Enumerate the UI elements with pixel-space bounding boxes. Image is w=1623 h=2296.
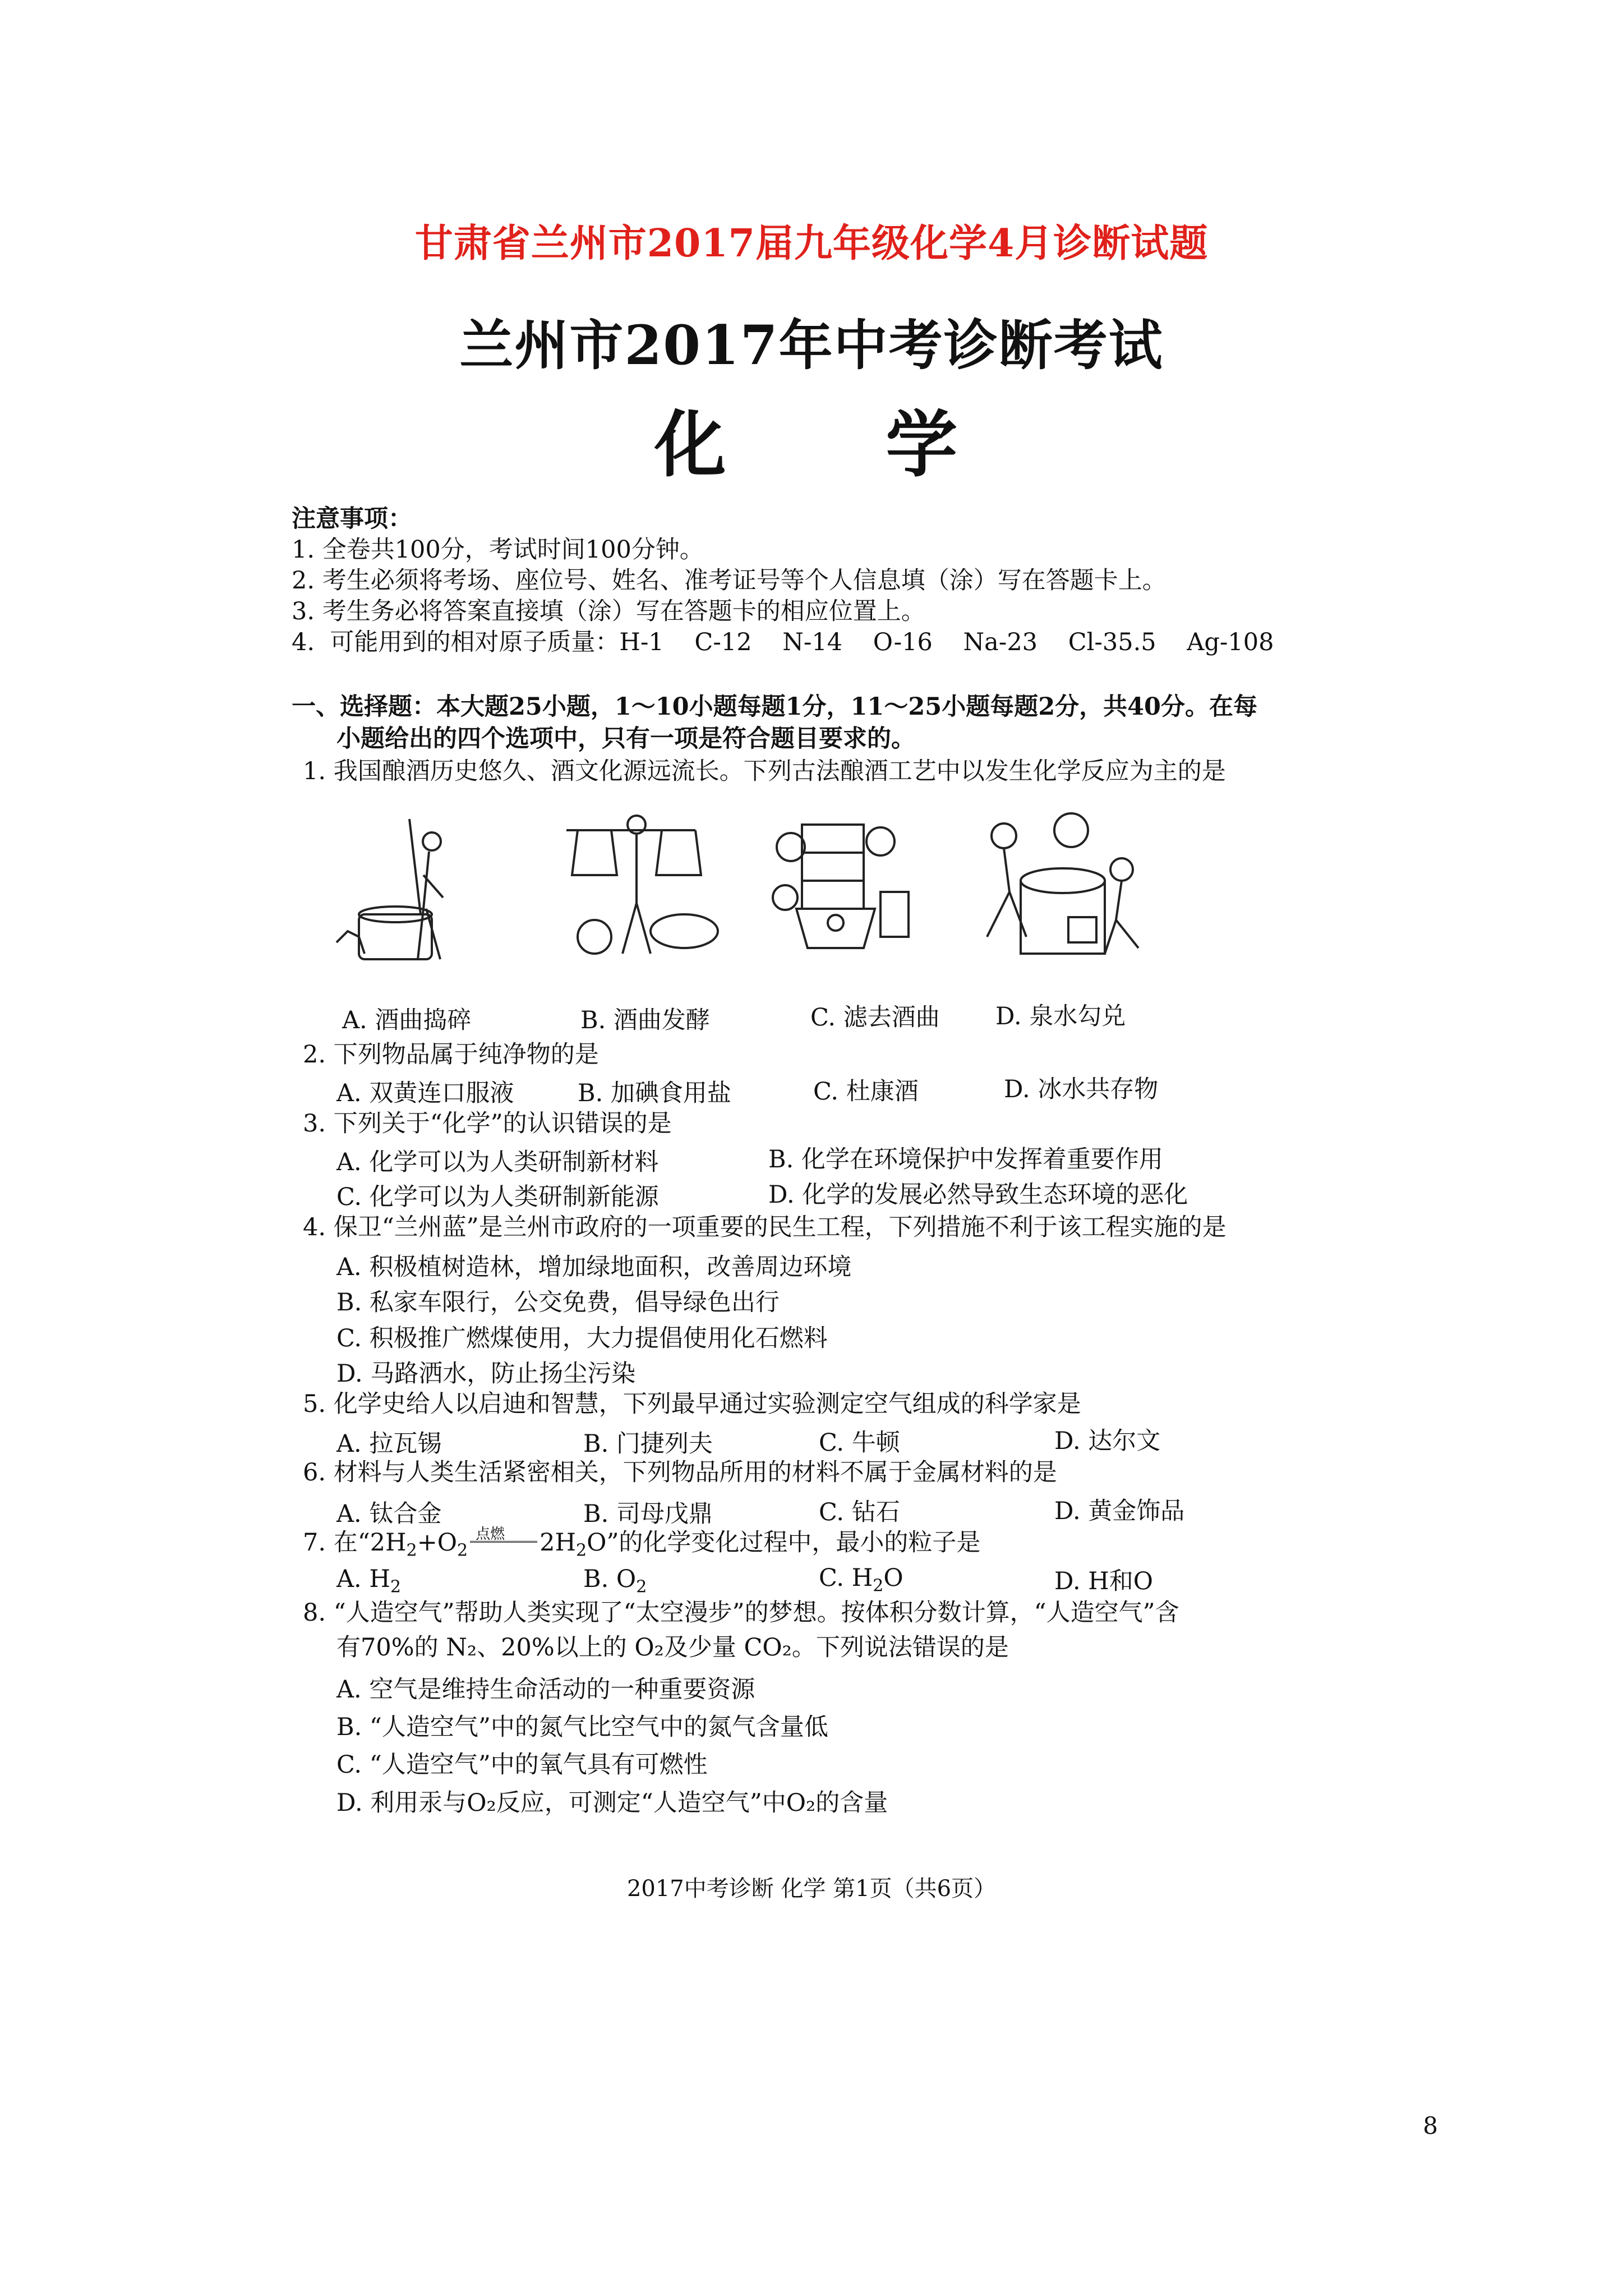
q7-option-b: B. $O_2$ (583, 1565, 647, 1597)
notice-item-4: 4. 可能用到的相对原子质量：H-1 C-12 N-14 O-16 Na-23 Cl-35.5 Ag-108 (292, 628, 1274, 656)
q8-option-d: D. 利用汞与O₂反应，可测定“人造空气”中O₂的含量 (336, 1789, 888, 1817)
q4-option-b: B. 私家车限行，公交免费，倡导绿色出行 (336, 1289, 780, 1317)
q8-stem-line1: 8. “人造空气”帮助人类实现了“太空漫步”的梦想。按体积分数计算，“人造空气”含 (303, 1599, 1179, 1627)
page-number: 8 (1423, 2112, 1438, 2139)
q2-option-c: C. 杜康酒 (813, 1078, 919, 1106)
q4-option-d: D. 马路洒水，防止扬尘污染 (336, 1360, 636, 1388)
q5-option-d: D. 达尔文 (1054, 1427, 1161, 1455)
q1-stem: 1. 我国酿酒历史悠久、酒文化源远流长。下列古法酿酒工艺中以发生化学反应为主的是 (303, 757, 1226, 785)
q1-option-b: B. 酒曲发酵 (580, 1006, 710, 1034)
q4-option-a: A. 积极植树造林，增加绿地面积，改善周边环境 (336, 1253, 852, 1281)
section1-line1: 一、选择题：本大题25小题，1～10小题每题1分，11～25小题每题2分，共40分。在每 (292, 693, 1257, 721)
q3-stem: 3. 下列关于“化学”的认识错误的是 (303, 1110, 672, 1138)
q2-option-b: B. 加碘食用盐 (578, 1079, 731, 1107)
q5-option-c: C. 牛顿 (819, 1429, 900, 1457)
q7-option-d: D. H和O (1054, 1567, 1154, 1595)
q6-stem: 6. 材料与人类生活紧密相关，下列物品所用的材料不属于金属材料的是 (303, 1458, 1057, 1487)
q1-option-c: C. 滤去酒曲 (810, 1004, 940, 1032)
q3-option-d: D. 化学的发展必然导致生态环境的恶化 (768, 1181, 1188, 1209)
notice-item-1: 1. 全卷共100分，考试时间100分钟。 (292, 536, 704, 564)
q6-option-a: A. 钛合金 (336, 1500, 442, 1528)
q3-option-c: C. 化学可以为人类研制新能源 (336, 1183, 659, 1211)
q5-option-a: A. 拉瓦锡 (336, 1430, 442, 1458)
q5-option-b: B. 门捷列夫 (583, 1430, 713, 1458)
q3-option-a: A. 化学可以为人类研制新材料 (336, 1148, 659, 1176)
exam-title: 兰州市2017年中考诊断考试 (459, 314, 1164, 377)
q7-option-a: A. $H_2$ (336, 1565, 402, 1597)
q2-option-d: D. 冰水共存物 (1004, 1075, 1159, 1103)
q7-reaction-condition: 点燃 (476, 1525, 505, 1543)
page-footer: 2017中考诊断 化学 第1页（共6页） (626, 1876, 997, 1902)
q8-option-c: C. “人造空气”中的氧气具有可燃性 (336, 1751, 708, 1779)
q4-stem: 4. 保卫“兰州蓝”是兰州市政府的一项重要的民生工程，下列措施不利于该工程实施的是 (303, 1213, 1227, 1241)
q1-option-d: D. 泉水勾兑 (995, 1002, 1126, 1030)
q8-stem-line2: 有70%的 N₂、20%以上的 O₂及少量 CO₂。下列说法错误的是 (336, 1634, 1009, 1662)
document-red-title: 甘肃省兰州市2017届九年级化学4月诊断试题 (414, 221, 1209, 266)
subject-title: 化 学 (654, 403, 1025, 487)
q6-option-b: B. 司母戊鼎 (583, 1500, 713, 1528)
q3-option-b: B. 化学在环境保护中发挥着重要作用 (768, 1145, 1163, 1174)
q5-stem: 5. 化学史给人以启迪和智慧，下列最早通过实验测定空气组成的科学家是 (303, 1390, 1081, 1418)
q4-option-c: C. 积极推广燃煤使用，大力提倡使用化石燃料 (336, 1324, 828, 1352)
q6-option-c: C. 钻石 (819, 1498, 900, 1526)
q7-option-c: C. $H_2O$ (819, 1564, 903, 1596)
notice-item-2: 2. 考生必须将考场、座位号、姓名、准考证号等个人信息填（涂）写在答题卡上。 (292, 567, 1166, 595)
q6-option-d: D. 黄金饰品 (1054, 1497, 1185, 1525)
notice-item-3: 3. 考生务必将答案直接填（涂）写在答题卡的相应位置上。 (292, 597, 925, 625)
section1-line2: 小题给出的四个选项中，只有一项是符合题目要求的。 (336, 725, 915, 753)
q8-option-b: B. “人造空气”中的氮气比空气中的氮气含量低 (336, 1713, 828, 1741)
q1-illustration-d (970, 808, 1150, 970)
q1-illustration-b (555, 808, 740, 970)
notice-heading: 注意事项： (292, 505, 412, 533)
q7-stem: 7. 在“$2H_2+O_2$ 点燃 $2H_2O$”的化学变化过程中，最小的粒子是 (303, 1525, 981, 1561)
q1-option-a: A. 酒曲捣碎 (342, 1006, 472, 1034)
q2-option-a: A. 双黄连口服液 (336, 1079, 514, 1107)
q2-stem: 2. 下列物品属于纯净物的是 (303, 1041, 599, 1069)
q1-illustration-c (768, 808, 920, 970)
q1-illustration-a (325, 808, 482, 970)
q8-option-a: A. 空气是维持生命活动的一种重要资源 (336, 1676, 755, 1704)
